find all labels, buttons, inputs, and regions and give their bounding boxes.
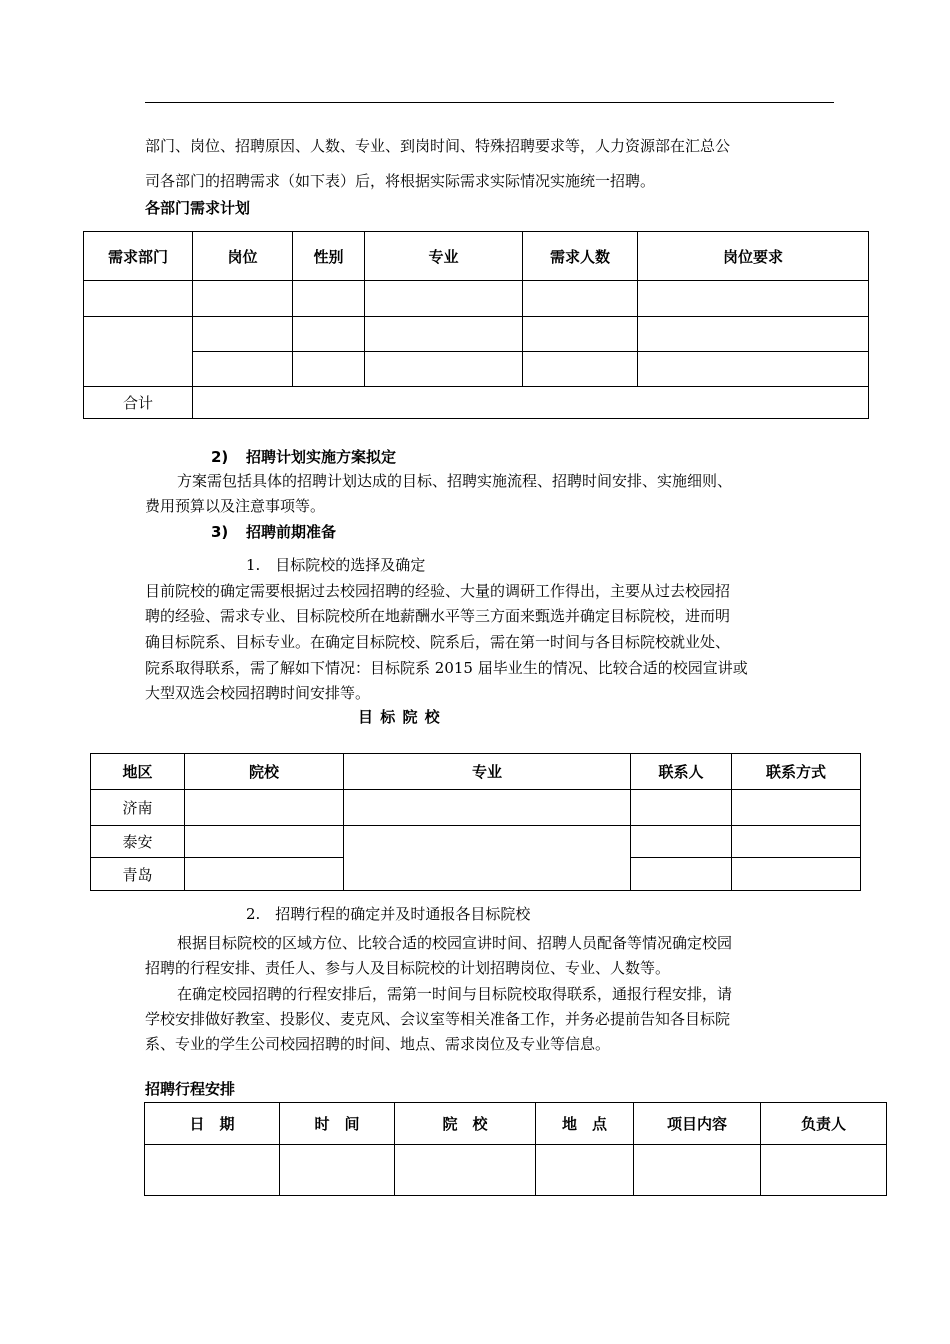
table-cell: [638, 317, 869, 352]
table-cell: [631, 826, 732, 858]
table-cell: [193, 352, 293, 387]
col-header-location: 地 点: [536, 1103, 634, 1145]
table-cell: [293, 317, 365, 352]
section-3-body-1: 目前院校的确定需要根据过去校园招聘的经验、大量的调研工作得出，主要从过去校园招: [145, 582, 731, 600]
section-3-body-4: 院系取得联系，需了解如下情况：目标院系 2015 届毕业生的情况、比较合适的校园宣讲或: [145, 659, 748, 677]
table-cell: [536, 1145, 634, 1196]
table-cell: [631, 790, 732, 826]
col-header-requirements: 岗位要求: [638, 232, 869, 281]
table-cell: [365, 281, 523, 317]
item-2-para-2-line-2: 学校安排做好教室、投影仪、麦克风、会议室等相关准备工作，并务必提前告知各目标院: [145, 1010, 731, 1028]
schedule-title: 招聘行程安排: [145, 1080, 236, 1098]
table-cell: [344, 826, 631, 891]
item-2-title: 2. 招聘行程的确定并及时通报各目标院校: [246, 905, 531, 923]
col-header-position: 岗位: [193, 232, 293, 281]
table-cell: [395, 1145, 536, 1196]
table-cell: [193, 281, 293, 317]
col-header-dept: 需求部门: [84, 232, 193, 281]
table-cell: [344, 790, 631, 826]
table-cell: [523, 281, 638, 317]
header-rule: [145, 102, 834, 103]
table-cell: [293, 281, 365, 317]
table-cell: [732, 858, 861, 891]
table-cell: [185, 826, 344, 858]
target-table-title: 目 标 院 校: [358, 708, 441, 726]
table-row: [84, 352, 869, 387]
intro-line-1: 部门、岗位、招聘原因、人数、专业、到岗时间、特殊招聘要求等，人力资源部在汇总公: [145, 137, 731, 155]
total-label: 合计: [84, 387, 193, 419]
table-cell: [638, 352, 869, 387]
table-cell: [523, 352, 638, 387]
col-header-contact: 联系人: [631, 754, 732, 790]
table-row: [91, 826, 861, 858]
section-2-body-2: 费用预算以及注意事项等。: [145, 497, 326, 515]
col-header-major: 专业: [365, 232, 523, 281]
table-cell: [185, 790, 344, 826]
col-header-content: 项目内容: [634, 1103, 761, 1145]
section-2-title: 招聘计划实施方案拟定: [246, 448, 397, 466]
table-cell: [732, 790, 861, 826]
col-header-school: 院 校: [395, 1103, 536, 1145]
table-cell: [84, 281, 193, 317]
table-cell: [634, 1145, 761, 1196]
region-qingdao: 青岛: [91, 858, 185, 891]
item-2-para-1-line-1: 根据目标院校的区域方位、比较合适的校园宣讲时间、招聘人员配备等情况确定校园: [177, 934, 733, 952]
table-cell: [145, 1145, 280, 1196]
col-header-school: 院校: [185, 754, 344, 790]
item-2-para-2-line-1: 在确定校园招聘的行程安排后，需第一时间与目标院校取得联系，通报行程安排，请: [177, 985, 733, 1003]
section-3-num: 3): [211, 523, 229, 541]
table-cell: [193, 387, 869, 419]
item-2-para-2-line-3: 系、专业的学生公司校园招聘的时间、地点、需求岗位及专业等信息。: [145, 1035, 611, 1053]
table-row: [145, 1145, 887, 1196]
target-schools-table: [90, 753, 861, 891]
table-cell: [280, 1145, 395, 1196]
table-cell: [185, 858, 344, 891]
col-header-date: 日 期: [145, 1103, 280, 1145]
section-3-body-3: 确目标院系、目标专业。在确定目标院校、院系后，需在第一时间与各目标院校就业处、: [145, 633, 731, 651]
schedule-table: [144, 1102, 887, 1196]
col-header-gender: 性别: [293, 232, 365, 281]
col-header-time: 时 间: [280, 1103, 395, 1145]
table-cell: [293, 352, 365, 387]
col-header-owner: 负责人: [761, 1103, 887, 1145]
table-cell: [638, 281, 869, 317]
table-row: [84, 317, 869, 352]
table-cell: [365, 352, 523, 387]
dept-plan-table: [83, 231, 869, 419]
col-header-major: 专业: [344, 754, 631, 790]
section-2-num: 2): [211, 448, 229, 466]
table-row: [84, 281, 869, 317]
intro-line-2: 司各部门的招聘需求（如下表）后，将根据实际需求实际情况实施统一招聘。: [145, 172, 656, 190]
section-3-body-2: 聘的经验、需求专业、目标院校所在地薪酬水平等三方面来甄选并确定目标院校，进而明: [145, 607, 731, 625]
table-cell: [732, 826, 861, 858]
col-header-count: 需求人数: [523, 232, 638, 281]
table-cell: [761, 1145, 887, 1196]
section-2-body-1: 方案需包括具体的招聘计划达成的目标、招聘实施流程、招聘时间安排、实施细则、: [177, 472, 733, 490]
table-cell: [193, 317, 293, 352]
region-taian: 泰安: [91, 826, 185, 858]
table-cell: [631, 858, 732, 891]
table-row: [91, 790, 861, 826]
section-3-title: 招聘前期准备: [246, 523, 337, 541]
item-2-para-1-line-2: 招聘的行程安排、责任人、参与人及目标院校的计划招聘岗位、专业、人数等。: [145, 959, 671, 977]
table-cell: [523, 317, 638, 352]
col-header-region: 地区: [91, 754, 185, 790]
region-jinan: 济南: [91, 790, 185, 826]
table-cell: [365, 317, 523, 352]
dept-plan-title: 各部门需求计划: [145, 199, 251, 217]
section-3-item-1: 1. 目标院校的选择及确定: [246, 556, 426, 574]
table-cell: [84, 317, 193, 387]
section-3-body-5: 大型双选会校园招聘时间安排等。: [145, 684, 371, 702]
total-row: [84, 387, 869, 419]
col-header-contact-method: 联系方式: [732, 754, 861, 790]
